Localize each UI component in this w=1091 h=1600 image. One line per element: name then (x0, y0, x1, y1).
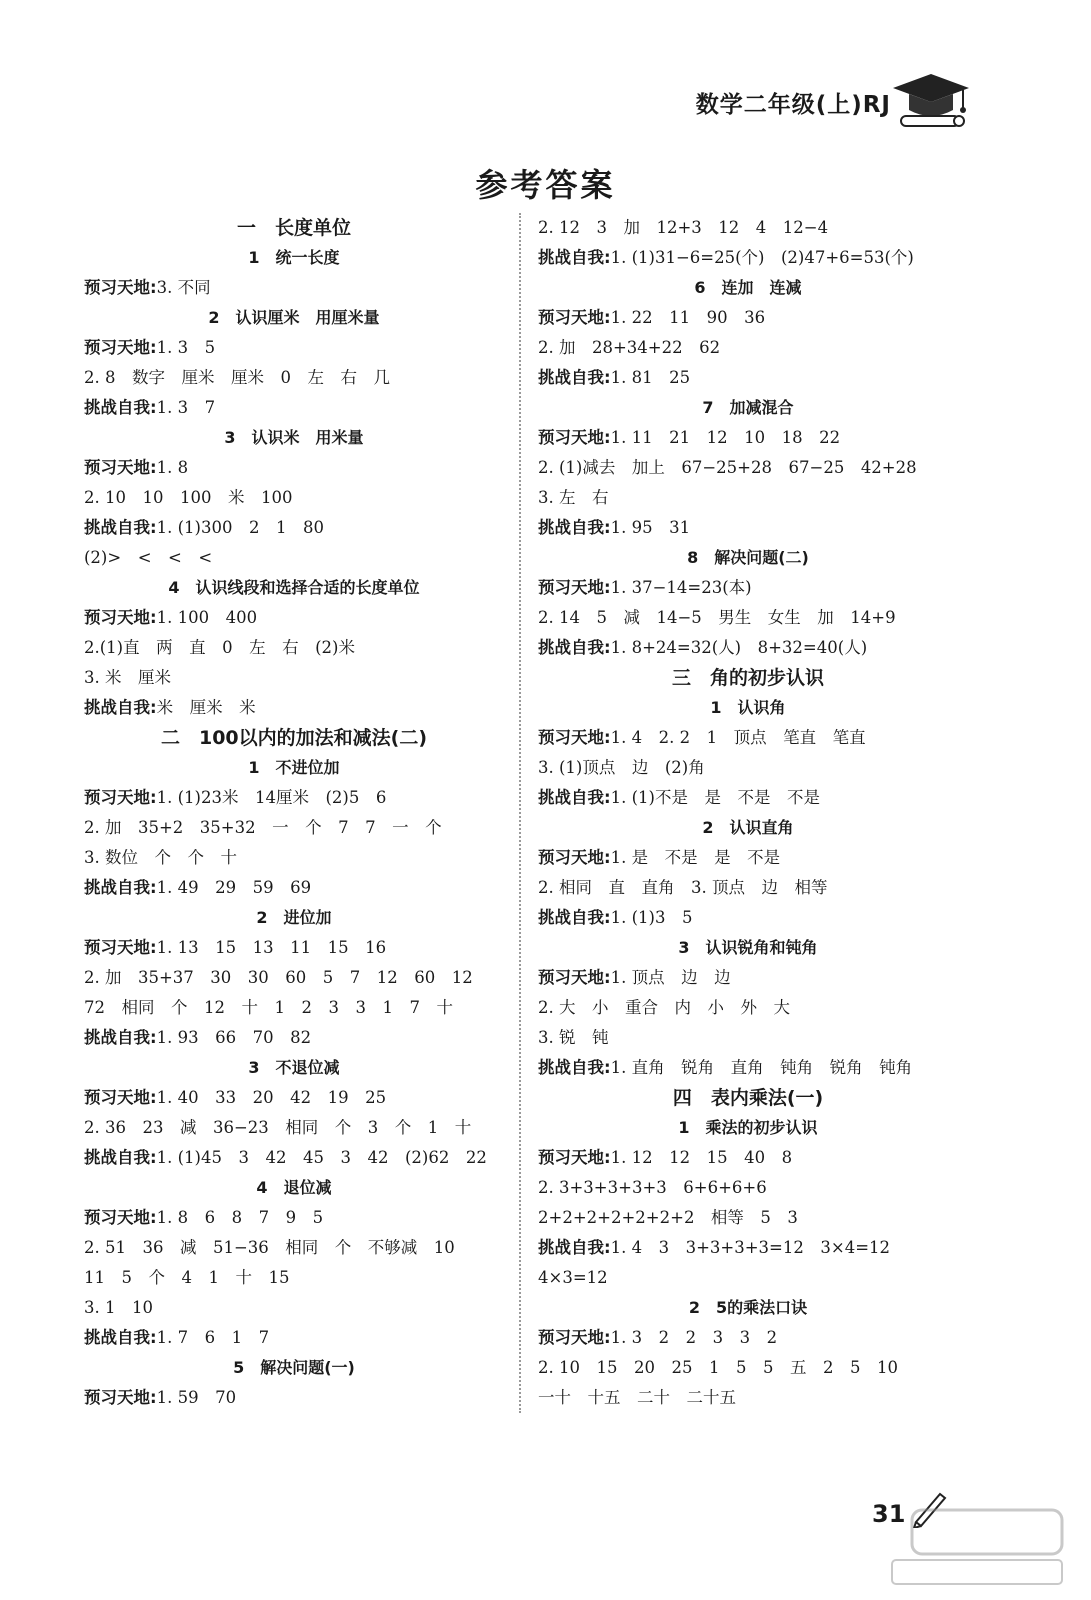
answer-label: 预习天地: (84, 608, 157, 627)
answer-text: 1. 7 6 1 7 (156, 1328, 270, 1347)
page-number: 31 (872, 1500, 906, 1528)
answer-line (84, 483, 504, 513)
answer-line (538, 1143, 958, 1173)
answer-label: 挑战自我: (538, 248, 611, 267)
answer-text: 1. 4 2. 2 1 顶点 笔直 笔直 (610, 728, 866, 747)
answer-line (84, 693, 504, 723)
lesson-heading: 1 统一长度 (248, 248, 340, 267)
answer-text: (2)> < < < (84, 548, 213, 567)
lesson-heading: 4 退位减 (256, 1178, 332, 1197)
answer-line (84, 1383, 504, 1413)
answer-label: 挑战自我: (84, 1028, 157, 1047)
answer-label: 挑战自我: (84, 398, 157, 417)
answer-line (84, 273, 504, 303)
answer-text: 2. 14 5 减 14−5 男生 女生 加 14+9 (538, 608, 896, 627)
answer-text: 3. 左 右 (538, 488, 609, 507)
answer-text: 4×3=12 (538, 1268, 608, 1287)
answer-line (538, 1203, 958, 1233)
answer-text: 1. (1)3 5 (610, 908, 693, 927)
answer-text: 米 厘米 米 (156, 698, 256, 717)
answer-text: 1. 37−14=23(本) (610, 578, 752, 597)
answer-line (538, 1173, 958, 1203)
lesson-heading: 3 认识锐角和钝角 (678, 938, 818, 957)
answer-line (84, 843, 504, 873)
answer-line (538, 243, 958, 273)
lesson-heading: 1 认识角 (710, 698, 786, 717)
answer-label: 挑战自我: (538, 368, 611, 387)
answer-text: 1. 93 66 70 82 (156, 1028, 312, 1047)
lesson-heading: 2 进位加 (256, 908, 332, 927)
answer-label: 挑战自我: (538, 788, 611, 807)
answer-line (84, 633, 504, 663)
answer-text: 1. (1)不是 是 不是 不是 (610, 788, 820, 807)
answer-text: 2. (1)减去 加上 67−25+28 67−25 42+28 (538, 458, 917, 477)
answer-text: 1. 8+24=32(人) 8+32=40(人) (610, 638, 868, 657)
answer-label: 预习天地: (538, 578, 611, 597)
answer-line (84, 1323, 504, 1353)
answer-text: 2. 大 小 重合 内 小 外 大 (538, 998, 790, 1017)
answer-label: 挑战自我: (538, 638, 611, 657)
answer-text: 1. 顶点 边 边 (610, 968, 731, 987)
answer-text: 2. 12 3 加 12+3 12 4 12−4 (538, 218, 829, 237)
answer-text: 2.(1)直 两 直 0 左 右 (2)米 (84, 638, 355, 657)
answer-label: 挑战自我: (538, 518, 611, 537)
lesson-heading: 1 不进位加 (248, 758, 340, 777)
answer-line (538, 333, 958, 363)
answer-line (538, 1233, 958, 1263)
page-title: 参考答案 (475, 166, 616, 204)
answer-line (538, 1263, 958, 1293)
answer-line (84, 453, 504, 483)
answer-text: 2. 加 28+34+22 62 (538, 338, 721, 357)
answer-label: 挑战自我: (84, 1328, 157, 1347)
answer-label: 预习天地: (538, 428, 611, 447)
watermark-logo (872, 1508, 1072, 1588)
answer-text: 2. 51 36 减 51−36 相同 个 不够减 10 (84, 1238, 455, 1257)
answer-line (538, 1323, 958, 1353)
lesson-heading: 2 认识直角 (702, 818, 794, 837)
answer-line (84, 513, 504, 543)
lesson-heading: 2 认识厘米 用厘米量 (208, 308, 380, 327)
answer-text: 1. 81 25 (610, 368, 691, 387)
answer-text: 一十 十五 二十 二十五 (538, 1388, 736, 1407)
answer-text: 3. 数位 个 个 十 (84, 848, 237, 867)
answer-line (538, 903, 958, 933)
answer-label: 预习天地: (538, 968, 611, 987)
answer-line (538, 303, 958, 333)
answer-line (538, 783, 958, 813)
answer-text: 11 5 个 4 1 十 15 (84, 1268, 290, 1287)
answer-text: 2. 加 35+2 35+32 一 个 7 7 一 个 (84, 818, 442, 837)
lesson-heading: 7 加减混合 (702, 398, 794, 417)
answer-line (84, 873, 504, 903)
section-heading: 四 表内乘法(一) (672, 1087, 824, 1109)
answer-label: 挑战自我: (84, 698, 157, 717)
answer-line (84, 1203, 504, 1233)
answer-text: 3. 1 10 (84, 1298, 153, 1317)
answer-text: 1. 12 12 15 40 8 (610, 1148, 793, 1167)
answer-line (84, 1293, 504, 1323)
answer-label: 挑战自我: (84, 878, 157, 897)
answer-label: 预习天地: (538, 1148, 611, 1167)
answer-label: 挑战自我: (84, 518, 157, 537)
answer-line (538, 1053, 958, 1083)
answer-text: 2+2+2+2+2+2+2 相等 5 3 (538, 1208, 798, 1227)
lesson-heading: 5 解决问题(一) (233, 1358, 355, 1377)
answer-line (538, 993, 958, 1023)
answer-label: 预习天地: (84, 1088, 157, 1107)
answer-line (84, 783, 504, 813)
answer-line (84, 813, 504, 843)
answer-line (538, 1353, 958, 1383)
answer-label: 预习天地: (538, 728, 611, 747)
section-heading: 一 长度单位 (236, 217, 351, 239)
answer-line (538, 1383, 958, 1413)
answer-line (84, 603, 504, 633)
answer-text: 1. 49 29 59 69 (156, 878, 312, 897)
answer-line (538, 603, 958, 633)
lesson-heading: 6 连加 连减 (694, 278, 802, 297)
answer-text: 1. 40 33 20 42 19 25 (156, 1088, 387, 1107)
lesson-heading: 1 乘法的初步认识 (678, 1118, 818, 1137)
answer-label: 预习天地: (538, 1328, 611, 1347)
answer-line (84, 1083, 504, 1113)
answer-text: 2. 36 23 减 36−23 相同 个 3 个 1 十 (84, 1118, 472, 1137)
answer-text: 2. 3+3+3+3+3 6+6+6+6 (538, 1178, 767, 1197)
answer-line (538, 423, 958, 453)
lesson-heading: 3 不退位减 (248, 1058, 340, 1077)
answer-label: 预习天地: (538, 848, 611, 867)
answer-line (84, 1263, 504, 1293)
answer-line (84, 933, 504, 963)
answer-line (538, 843, 958, 873)
answer-text: 1. 3 7 (156, 398, 216, 417)
answer-line (84, 393, 504, 423)
answer-text: 1. (1)23米 14厘米 (2)5 6 (156, 788, 387, 807)
answer-label: 预习天地: (84, 788, 157, 807)
answer-line (84, 333, 504, 363)
answer-text: 1. 11 21 12 10 18 22 (610, 428, 841, 447)
answer-label: 挑战自我: (538, 908, 611, 927)
graduation-cap-icon (889, 66, 973, 134)
answer-line (84, 663, 504, 693)
answer-line (84, 963, 504, 993)
answer-text: 3. 米 厘米 (84, 668, 171, 687)
answer-line (84, 993, 504, 1023)
answer-line (538, 483, 958, 513)
answer-line (538, 363, 958, 393)
answer-line (538, 513, 958, 543)
answer-text: 1. (1)31−6=25(个) (2)47+6=53(个) (610, 248, 914, 267)
answer-text: 1. 8 6 8 7 9 5 (156, 1208, 324, 1227)
answer-text: 1. 4 3 3+3+3+3=12 3×4=12 (610, 1238, 891, 1257)
answer-text: 1. 是 不是 是 不是 (610, 848, 781, 867)
lesson-heading: 8 解决问题(二) (687, 548, 809, 567)
answer-text: 1. 直角 锐角 直角 钝角 锐角 钝角 (610, 1058, 913, 1077)
right-answer-column (538, 213, 958, 1413)
answer-text: 1. 59 70 (156, 1388, 237, 1407)
answer-text: 3. 锐 钝 (538, 1028, 609, 1047)
answer-line (538, 573, 958, 603)
lesson-heading: 2 5的乘法口诀 (688, 1298, 808, 1317)
answer-text: 1. 3 2 2 3 3 2 (610, 1328, 778, 1347)
answer-text: 3. 不同 (156, 278, 211, 297)
answer-text: 2. 10 15 20 25 1 5 5 五 2 5 10 (538, 1358, 898, 1377)
answer-line (538, 873, 958, 903)
answer-text: 1. 22 11 90 36 (610, 308, 766, 327)
answer-text: 1. 8 (156, 458, 189, 477)
section-heading: 二 100以内的加法和减法(二) (160, 727, 428, 749)
book-subject-header: 数学二年级(上)RJ (695, 92, 891, 118)
answer-label: 挑战自我: (538, 1238, 611, 1257)
answer-label: 挑战自我: (538, 1058, 611, 1077)
answer-line (538, 213, 958, 243)
answer-text: 1. (1)45 3 42 45 3 42 (2)62 22 (156, 1148, 487, 1167)
answer-text: 2. 8 数字 厘米 厘米 0 左 右 几 (84, 368, 390, 387)
answer-text: 2. 相同 直 直角 3. 顶点 边 相等 (538, 878, 828, 897)
answer-text: 3. (1)顶点 边 (2)角 (538, 758, 705, 777)
answer-label: 预习天地: (84, 278, 157, 297)
answer-line (538, 453, 958, 483)
answer-line (84, 1233, 504, 1263)
answer-label: 预习天地: (84, 1208, 157, 1227)
answer-line (84, 363, 504, 393)
answer-text: 72 相同 个 12 十 1 2 3 3 1 7 十 (84, 998, 453, 1017)
answer-line (84, 543, 504, 573)
answer-line (84, 1143, 504, 1173)
answer-line (538, 633, 958, 663)
answer-line (538, 1023, 958, 1053)
answer-label: 预习天地: (84, 338, 157, 357)
answer-line (538, 753, 958, 783)
answer-line (84, 1113, 504, 1143)
answer-text: 1. 95 31 (610, 518, 691, 537)
answer-label: 预习天地: (538, 308, 611, 327)
answer-label: 预习天地: (84, 458, 157, 477)
answer-text: 1. 3 5 (156, 338, 216, 357)
answer-label: 预习天地: (84, 1388, 157, 1407)
answer-text: 2. 10 10 100 米 100 (84, 488, 293, 507)
answer-label: 预习天地: (84, 938, 157, 957)
lesson-heading: 4 认识线段和选择合适的长度单位 (168, 578, 420, 597)
answer-line (538, 723, 958, 753)
answer-label: 挑战自我: (84, 1148, 157, 1167)
answer-line (84, 1023, 504, 1053)
column-divider (519, 213, 521, 1413)
left-answer-column (84, 213, 504, 1413)
answer-text: 1. 13 15 13 11 15 16 (156, 938, 387, 957)
answer-text: 1. (1)300 2 1 80 (156, 518, 324, 537)
answer-text: 2. 加 35+37 30 30 60 5 7 12 60 12 (84, 968, 473, 987)
section-heading: 三 角的初步认识 (671, 667, 824, 689)
lesson-heading: 3 认识米 用米量 (224, 428, 364, 447)
answer-line (538, 963, 958, 993)
answer-text: 1. 100 400 (156, 608, 258, 627)
